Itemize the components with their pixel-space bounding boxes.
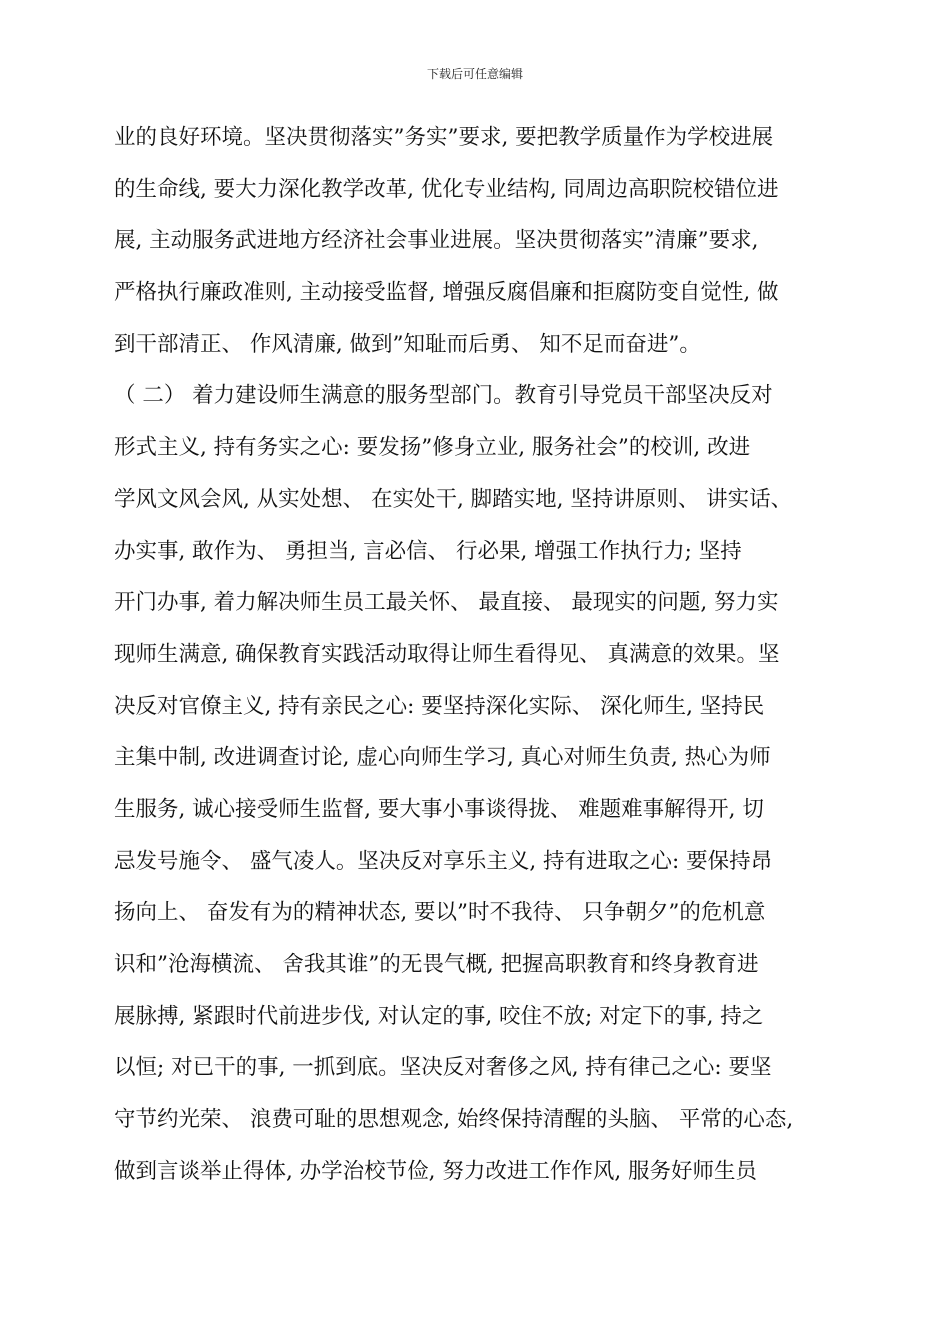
- text-line: 做到言谈举止得体, 办学治校节俭, 努力改进工作作风, 服务好师生员: [114, 1158, 758, 1184]
- text-line: 业的良好环境。坚决贯彻落实”务实”要求, 要把教学质量作为学校进展: [114, 125, 774, 150]
- text-line: 展脉搏, 紧跟时代前进步伐, 对认定的事, 咬住不放; 对定下的事, 持之: [114, 1003, 764, 1029]
- text-line: 现师生满意, 确保教育实践活动取得让师生看得见、 真满意的效果。坚: [114, 641, 780, 667]
- text-line: 学风文风会风, 从实处想、 在实处干, 脚踏实地, 坚持讲原则、 讲实话、: [114, 486, 793, 512]
- text-line: 守节约光荣、 浪费可耻的思想观念, 始终保持清醒的头脑、 平常的心态,: [114, 1107, 794, 1133]
- text-line: 严格执行廉政准则, 主动接受监督, 增强反腐倡廉和拒腐防变自觉性, 做: [114, 280, 779, 306]
- text-line: 以恒; 对已干的事, 一抓到底。坚决反对奢侈之风, 持有律己之心: 要坚: [114, 1055, 772, 1081]
- text-line: 忌发号施令、 盛气凌人。坚决反对享乐主义, 持有进取之心: 要保持昂: [114, 848, 773, 874]
- text-line: 决反对官僚主义, 持有亲民之心: 要坚持深化实际、 深化师生, 坚持民: [114, 693, 765, 719]
- text-line: 形式主义, 持有务实之心: 要发扬”修身立业, 服务社会”的校训, 改进: [114, 435, 751, 461]
- body-text: [114, 112, 836, 1197]
- text-line: 开门办事, 着力解决师生员工最关怀、 最直接、 最现实的问题, 努力实: [114, 590, 779, 616]
- text-line: 扬向上、 奋发有为的精神状态, 要以”时不我待、 只争朝夕”的危机意: [114, 900, 766, 926]
- text-line: 主集中制, 改进调查讨论, 虚心向师生学习, 真心对师生负责, 热心为师: [114, 745, 771, 771]
- page-header: 下载后可任意编辑: [426, 67, 523, 81]
- text-line: 识和”沧海横流、 舍我其谁”的无畏气概, 把握高职教育和终身教育进: [114, 952, 759, 977]
- text-line: 到干部清正、 作风清廉, 做到”知耻而后勇、 知不足而奋进”。: [114, 331, 701, 357]
- text-line: （ 二） 着力建设师生满意的服务型部门。教育引导党员干部坚决反对: [114, 383, 773, 409]
- text-line: 生服务, 诚心接受师生监督, 要大事小事谈得拢、 难题难事解得开, 切: [114, 796, 764, 822]
- text-line: 办实事, 敢作为、 勇担当, 言必信、 行必果, 增强工作执行力; 坚持: [114, 538, 742, 564]
- text-line: 的生命线, 要大力深化教学改革, 优化专业结构, 同周边高职院校错位进: [114, 176, 779, 202]
- text-line: 展, 主动服务武进地方经济社会事业进展。坚决贯彻落实”清廉”要求,: [114, 228, 759, 254]
